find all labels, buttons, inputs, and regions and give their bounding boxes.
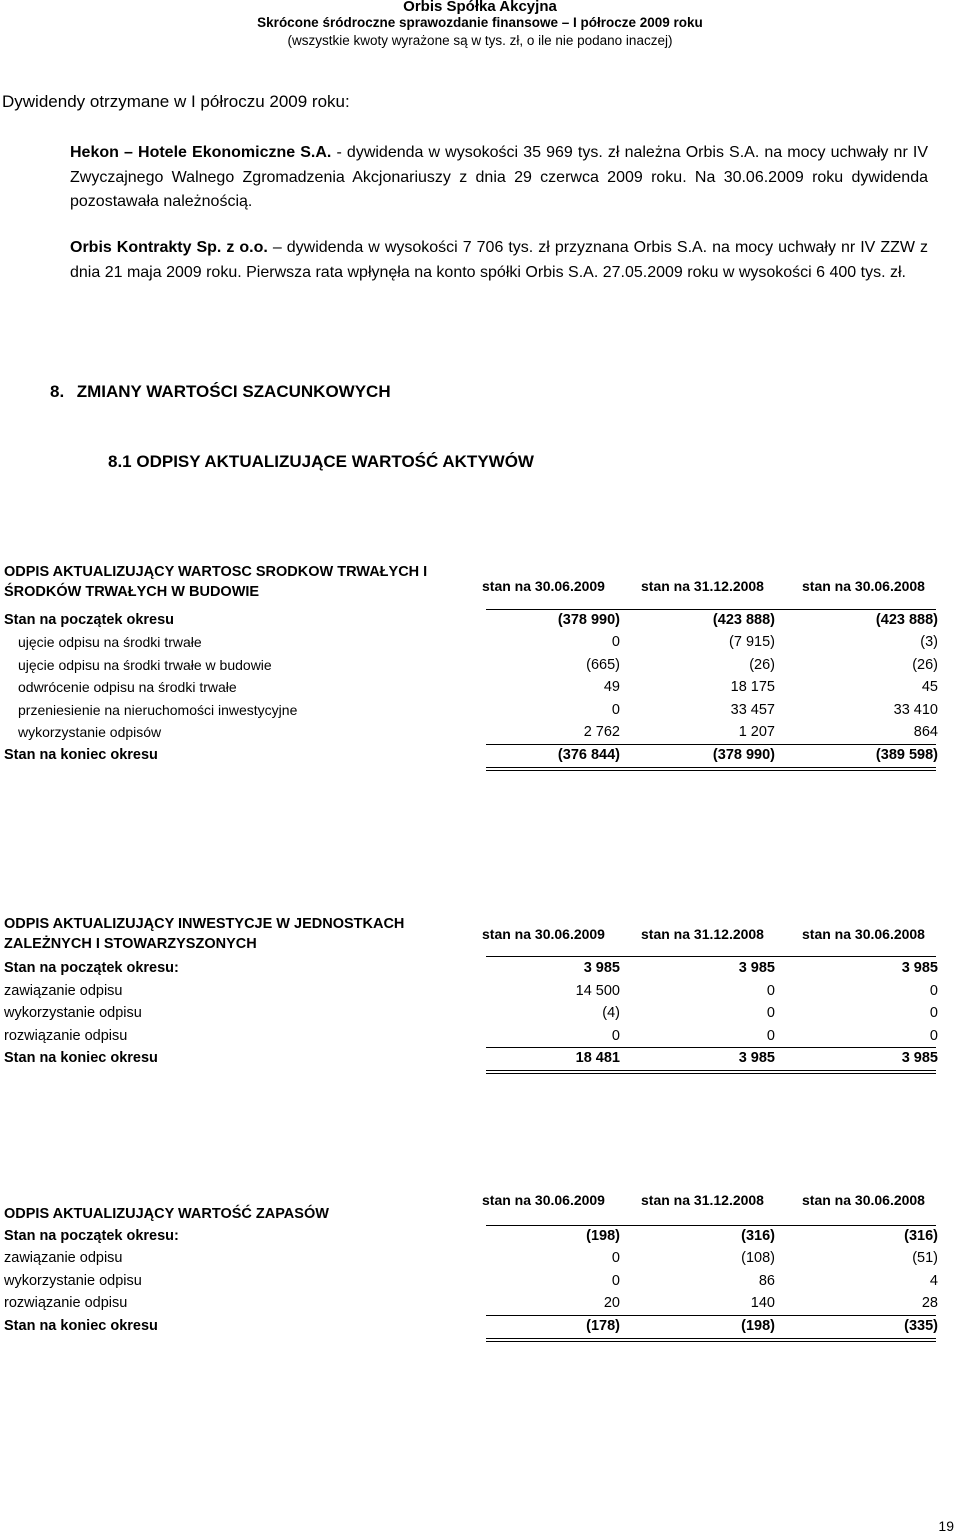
company-name: Orbis Spółka Akcyjna xyxy=(403,0,557,15)
row-label: rozwiązanie odpisu xyxy=(4,1295,128,1311)
row-value-2008-06: 33 410 xyxy=(893,702,938,718)
row-value-2009-06: (376 844) xyxy=(557,747,620,763)
row-value-2009-06: 18 481 xyxy=(575,1050,620,1066)
table-row xyxy=(4,1050,938,1072)
row-value-2008-12: (7 915) xyxy=(729,634,775,650)
row-value-2008-12: (108) xyxy=(741,1250,775,1266)
row-value-2008-12: 33 457 xyxy=(730,702,775,718)
row-value-2008-12: 1 207 xyxy=(738,724,775,740)
table1-col-header-3: stan na 30.06.2008 xyxy=(802,578,925,594)
row-value-2009-06: (198) xyxy=(586,1228,620,1244)
row-value-2009-06: 3 985 xyxy=(583,960,620,976)
row-value-2009-06: 0 xyxy=(611,1028,620,1044)
row-value-2008-06: 3 985 xyxy=(901,1050,938,1066)
row-value-2008-12: 86 xyxy=(758,1273,775,1289)
row-value-2008-12: 3 985 xyxy=(738,960,775,976)
row-value-2008-12: (378 990) xyxy=(712,747,775,763)
table-row xyxy=(4,702,938,724)
row-value-2008-06: (389 598) xyxy=(875,747,938,763)
row-value-2008-06: 4 xyxy=(929,1273,938,1289)
row-label: Stan na koniec okresu xyxy=(4,1318,158,1334)
row-label: ujęcie odpisu na środki trwałe xyxy=(18,634,202,650)
row-label: zawiązanie odpisu xyxy=(4,983,123,999)
section-8-heading xyxy=(50,382,391,402)
table1-title: ODPIS AKTUALIZUJĄCY WARTOSC SRODKOW TRWAŁYCH I ŚRODKÓW TRWAŁYCH W BUDOWIE xyxy=(4,564,428,600)
row-value-2008-06: 0 xyxy=(929,983,938,999)
row-label: wykorzystanie odpisów xyxy=(18,724,162,740)
row-value-2009-06: 2 762 xyxy=(583,724,620,740)
row-value-2008-06: (26) xyxy=(912,657,938,673)
table-row xyxy=(4,1250,938,1272)
section-8-number: 8. xyxy=(50,382,65,401)
row-value-2008-06: (316) xyxy=(904,1228,938,1244)
dividend-hekon-name: Hekon – Hotele Ekonomiczne S.A. xyxy=(70,144,332,161)
table3-header-rule xyxy=(486,1225,936,1226)
table-row xyxy=(4,1318,938,1340)
row-value-2008-12: 18 175 xyxy=(730,679,775,695)
row-label: Stan na początek okresu: xyxy=(4,1228,179,1244)
row-label: odwrócenie odpisu na środki trwałe xyxy=(18,679,237,695)
dividends-intro: Dywidendy otrzymane w I półroczu 2009 roku: xyxy=(2,92,350,111)
table-row xyxy=(4,1295,938,1317)
table-row xyxy=(4,634,938,656)
row-value-2009-06: 49 xyxy=(603,679,620,695)
table2-col-header-3: stan na 30.06.2008 xyxy=(802,926,925,942)
table3-title: ODPIS AKTUALIZUJĄCY WARTOŚĆ ZAPASÓW xyxy=(4,1206,329,1222)
row-value-2009-06: 0 xyxy=(611,1250,620,1266)
table-row xyxy=(4,724,938,746)
row-value-2008-06: 0 xyxy=(929,1005,938,1021)
table-row xyxy=(4,1005,938,1027)
table-row xyxy=(4,679,938,701)
page-number: 19 xyxy=(938,1518,954,1534)
section-8-title: ZMIANY WARTOŚCI SZACUNKOWYCH xyxy=(76,382,391,401)
row-value-2008-12: 0 xyxy=(766,1005,775,1021)
row-value-2008-12: (26) xyxy=(749,657,775,673)
table-row xyxy=(4,657,938,679)
row-value-2008-06: 0 xyxy=(929,1028,938,1044)
table3-col-header-1: stan na 30.06.2009 xyxy=(482,1192,605,1208)
row-value-2009-06: (178) xyxy=(586,1318,620,1334)
table2-header-rule xyxy=(486,956,936,957)
row-value-2008-06: 864 xyxy=(913,724,938,740)
table3-total-rule xyxy=(486,1315,936,1316)
row-value-2008-12: 140 xyxy=(750,1295,775,1311)
row-value-2008-12: 0 xyxy=(766,983,775,999)
row-value-2009-06: (378 990) xyxy=(557,612,620,628)
row-value-2008-12: 0 xyxy=(766,1028,775,1044)
row-label: Stan na początek okresu: xyxy=(4,960,179,976)
row-label: ujęcie odpisu na środki trwałe w budowie xyxy=(18,657,272,673)
row-value-2008-12: (316) xyxy=(741,1228,775,1244)
row-value-2008-06: (3) xyxy=(920,634,938,650)
table2-total-rule xyxy=(486,1047,936,1048)
row-value-2008-12: (198) xyxy=(741,1318,775,1334)
row-value-2009-06: 0 xyxy=(611,702,620,718)
table3-col-header-2: stan na 31.12.2008 xyxy=(641,1192,764,1208)
report-title: Skrócone śródroczne sprawozdanie finansowe – I półrocze 2009 roku xyxy=(257,15,703,30)
row-value-2008-06: (51) xyxy=(912,1250,938,1266)
row-value-2009-06: 20 xyxy=(603,1295,620,1311)
dividend-kontrakty-name: Orbis Kontrakty Sp. z o.o. xyxy=(70,239,268,256)
row-value-2009-06: (4) xyxy=(602,1005,620,1021)
table-row xyxy=(4,1228,938,1250)
row-value-2008-06: (335) xyxy=(904,1318,938,1334)
row-value-2009-06: 14 500 xyxy=(575,983,620,999)
row-value-2008-06: 45 xyxy=(921,679,938,695)
dividend-hekon-paragraph xyxy=(70,141,928,215)
table2-title: ODPIS AKTUALIZUJĄCY INWESTYCJE W JEDNOSTKACH ZALEŻNYCH I STOWARZYSZONYCH xyxy=(4,916,405,952)
table3-bottom-rule xyxy=(486,1338,936,1342)
row-value-2008-12: (423 888) xyxy=(712,612,775,628)
table-row xyxy=(4,983,938,1005)
row-label: Stan na koniec okresu xyxy=(4,747,158,763)
row-label: Stan na koniec okresu xyxy=(4,1050,158,1066)
row-label: Stan na początek okresu xyxy=(4,612,175,628)
table1-bottom-rule xyxy=(486,767,936,771)
dividend-kontrakty-paragraph xyxy=(70,236,928,285)
table3-col-header-3: stan na 30.06.2008 xyxy=(802,1192,925,1208)
table1-total-rule xyxy=(486,744,936,745)
table-row xyxy=(4,1273,938,1295)
row-value-2008-06: (423 888) xyxy=(875,612,938,628)
table1-col-header-2: stan na 31.12.2008 xyxy=(641,578,764,594)
row-label: przeniesienie na nieruchomości inwestycyjne xyxy=(18,702,298,718)
row-label: rozwiązanie odpisu xyxy=(4,1028,128,1044)
row-label: wykorzystanie odpisu xyxy=(4,1273,142,1289)
table-row xyxy=(4,960,938,982)
row-value-2008-06: 3 985 xyxy=(901,960,938,976)
table2-col-header-2: stan na 31.12.2008 xyxy=(641,926,764,942)
section-8-1-heading: 8.1 ODPISY AKTUALIZUJĄCE WARTOŚĆ AKTYWÓW xyxy=(108,452,534,471)
amounts-note: (wszystkie kwoty wyrażone są w tys. zł, o ile nie podano inaczej) xyxy=(287,33,673,48)
row-value-2009-06: (665) xyxy=(586,657,620,673)
table1-col-header-1: stan na 30.06.2009 xyxy=(482,578,605,594)
row-label: wykorzystanie odpisu xyxy=(4,1005,142,1021)
table1-header-rule xyxy=(486,609,936,610)
dividend-hekon-text: - dywidenda w wysokości 35 969 tys. zł należna Orbis S.A. na mocy uchwały nr IV Zwyczajnego Walnego Zgromadzenia Akcjonariuszy z dnia 29 czerwca 2009 roku. Na 30.06.2009 roku dywidenda pozostawała należnością. xyxy=(70,144,928,210)
row-label: zawiązanie odpisu xyxy=(4,1250,123,1266)
table-row xyxy=(4,612,938,634)
row-value-2009-06: 0 xyxy=(611,1273,620,1289)
row-value-2008-12: 3 985 xyxy=(738,1050,775,1066)
row-value-2009-06: 0 xyxy=(611,634,620,650)
row-value-2008-06: 28 xyxy=(921,1295,938,1311)
table-row xyxy=(4,747,938,769)
table2-col-header-1: stan na 30.06.2009 xyxy=(482,926,605,942)
dividend-kontrakty-text: – dywidenda w wysokości 7 706 tys. zł przyznana Orbis S.A. na mocy uchwały nr IV ZZW z dnia 21 maja 2009 roku. Pierwsza rata wpłynęła na konto spółki Orbis S.A. 27.05.2009 roku w wysokości 6 400 tys. zł. xyxy=(70,239,929,281)
table2-bottom-rule xyxy=(486,1070,936,1074)
